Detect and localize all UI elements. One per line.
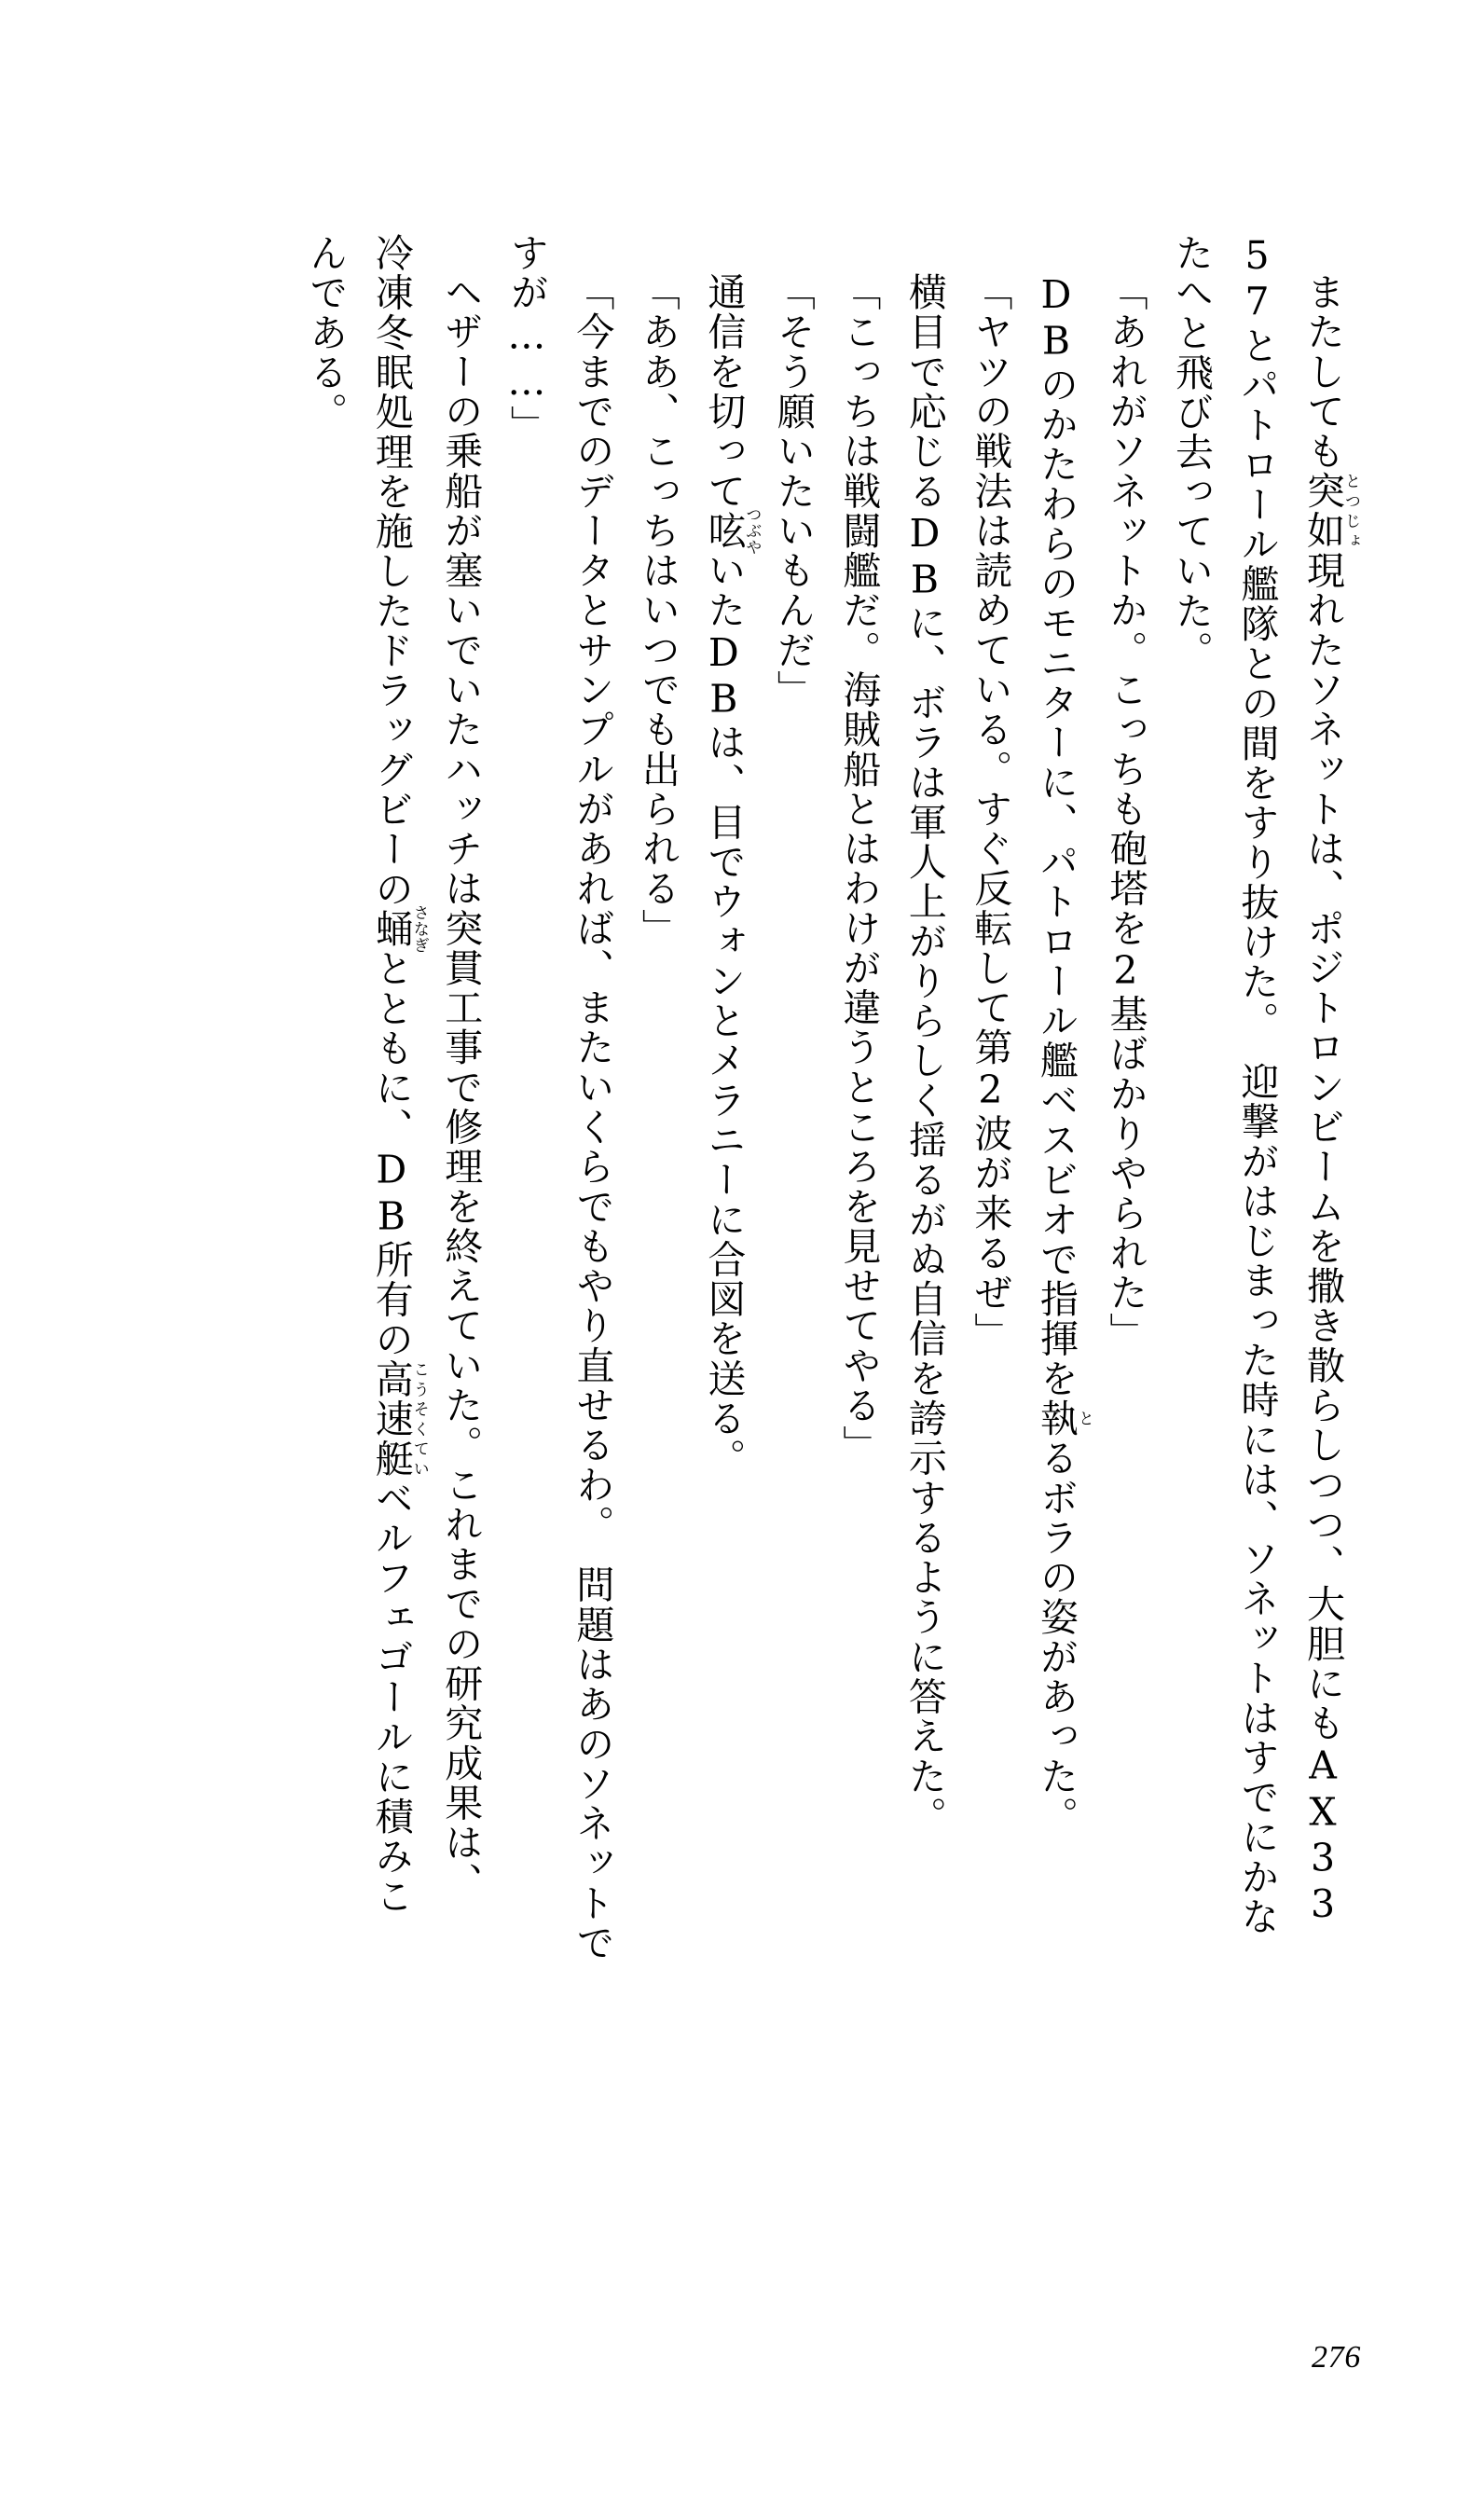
paragraph-7: 横目で応じるDBに、ボラは軍人上がりらしく揺るがぬ自信を誇示するように答えた。 bbox=[901, 272, 947, 1836]
paragraph-1: またしても突如とつじょ現れたソネットは、ポジトロンビームを撒き散らしつつ、大胆にもAX33 bbox=[1300, 272, 1360, 1929]
ruby-tsubuyaku: 呟つぶや bbox=[701, 505, 762, 556]
body-text-vertical bbox=[293, 233, 1359, 2265]
paragraph-2: 57とパトロール艦隊との間をすり抜けた。 迎撃がはじまった時には、ソネットはすでにかな bbox=[1234, 233, 1280, 1937]
paragraph-13: すが……」 bbox=[503, 233, 549, 446]
paragraph-6: 「ヤツの戦法は読めている。すぐ反転して第2波が来るぜ」 bbox=[968, 272, 1013, 1353]
paragraph-4: 「あれがソネットか。こっちも砲塔を2基ばかりやられた」 bbox=[1103, 272, 1148, 1353]
paragraph-14: ヘザーの乗船が塞いでいたハッチは突貫工事で修理を終えていた。これまでの研究成果は、 bbox=[438, 272, 484, 1903]
paragraph-12: 「今までのデータとサンプルがあれば、またいくらでもやり直せるわ。 問題はあのソネットで bbox=[570, 272, 615, 1963]
paragraph-3: たへと飛び去っていた。 bbox=[1168, 233, 1214, 671]
paragraph-15: 冷凍冬眠処理を施したドラッグビーの蛹さなぎとともに、DB所有の高速艇こうそくていベルフェゴールに積みこ bbox=[368, 233, 429, 1916]
ruby-totsujo: 突如とつじょ bbox=[1300, 471, 1360, 551]
paragraph-10: 通信を切って呟つぶやいたDBは、目でウォンとメラニーに合図を送る。 bbox=[701, 272, 762, 1479]
paragraph-8: 「こっちは戦闘艦だ。海賊船とはわけが違うところを見せてやる」 bbox=[836, 272, 882, 1466]
paragraph-9: 「そう願いたいもんだ」 bbox=[770, 272, 816, 710]
paragraph-11: 「ああ、こっちはいつでも出られる」 bbox=[635, 272, 681, 948]
ruby-sanagi: 蛹さなぎ bbox=[368, 903, 429, 954]
paragraph-16: んである。 bbox=[303, 233, 349, 433]
paragraph-5: DBのかたわらのモニターに、パトロール艦ベスビオで指揮を執とるボラの姿があった。 bbox=[1033, 272, 1093, 1836]
ruby-kousokutei: 高速艇こうそくてい bbox=[368, 1358, 429, 1479]
ruby-toru: 執と bbox=[1033, 1398, 1093, 1439]
page-number: 276 bbox=[1311, 2340, 1361, 2375]
